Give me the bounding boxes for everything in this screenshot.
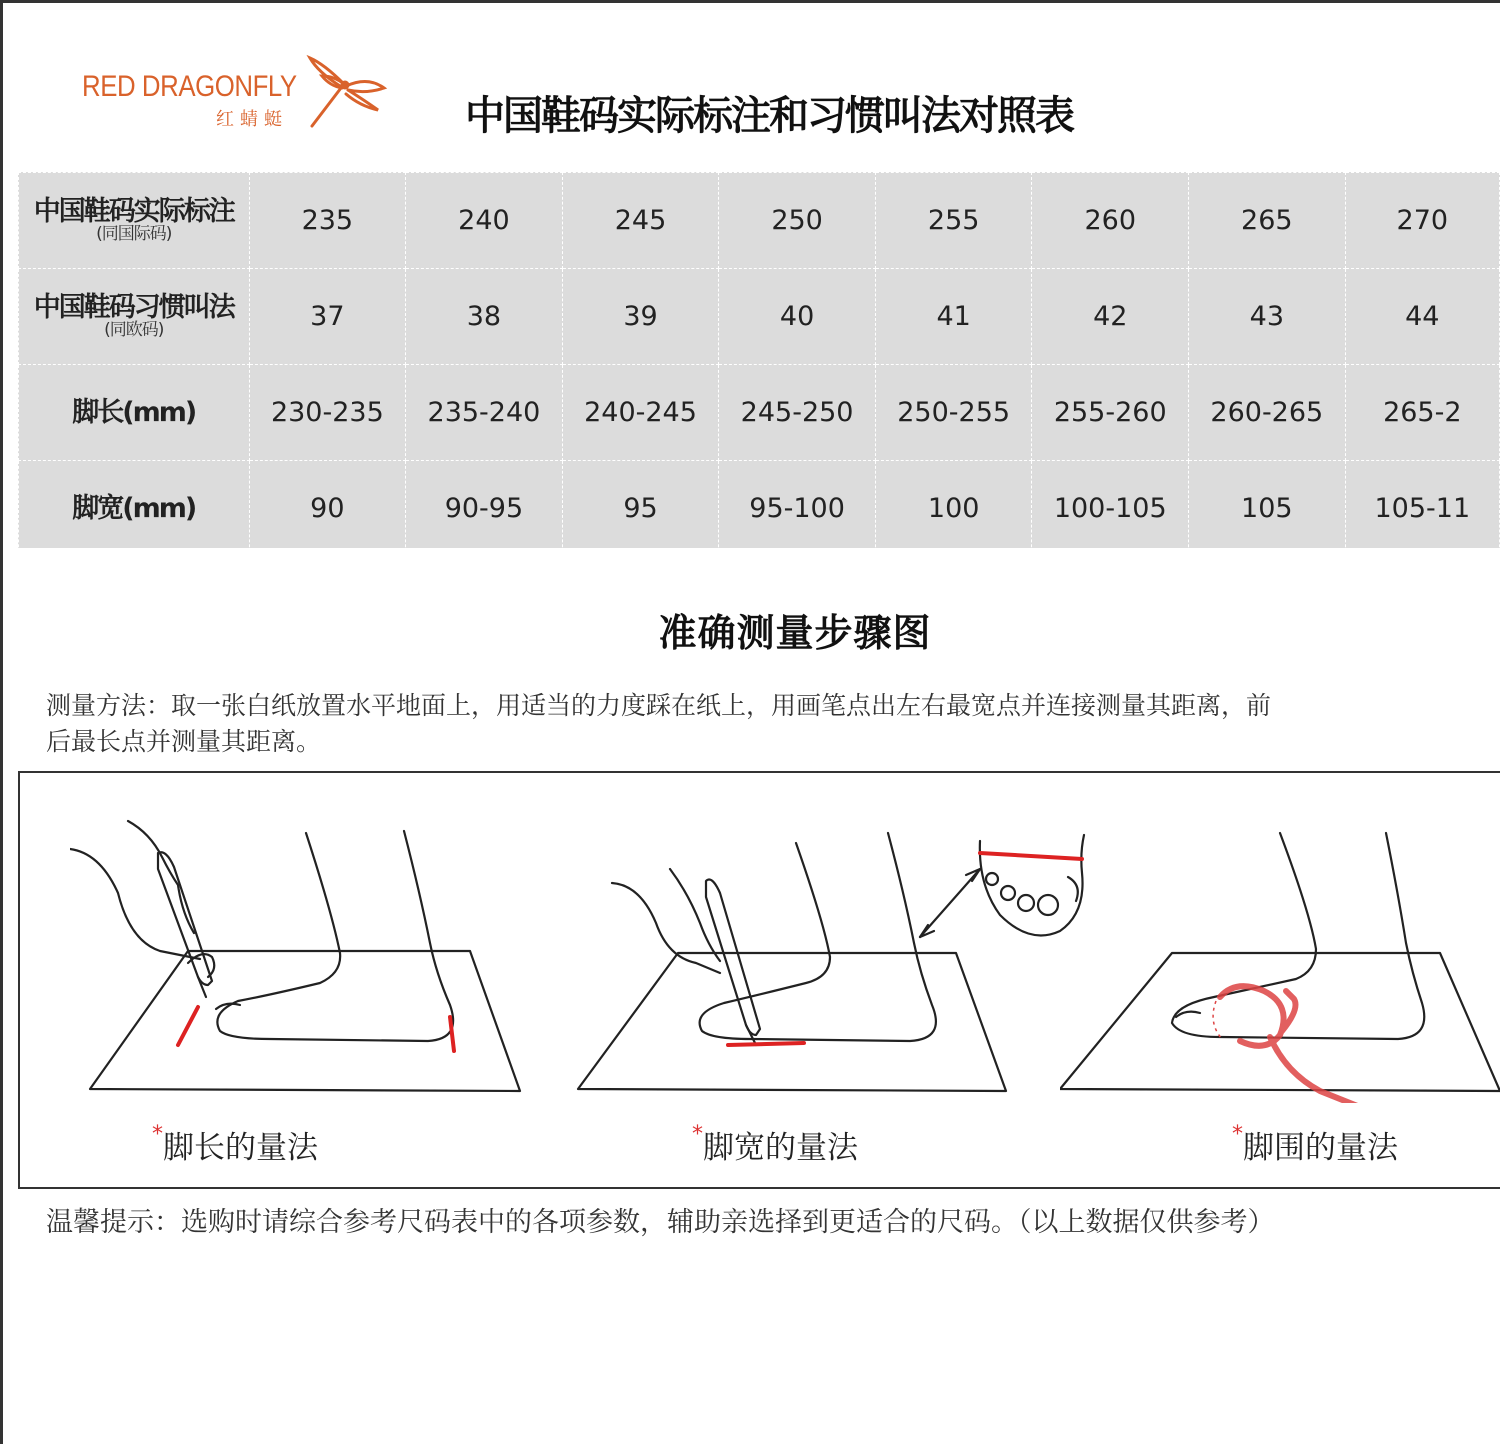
row-header-label: 中国鞋码实际标注 xyxy=(33,195,234,227)
table-cell: 245-250 xyxy=(719,365,876,461)
table-row xyxy=(19,173,1500,269)
foot-girth-illustration xyxy=(1060,773,1500,1103)
table-cell: 100 xyxy=(875,461,1032,549)
table-cell: 265-2 xyxy=(1345,365,1499,461)
table-cell: 105 xyxy=(1189,461,1346,549)
table-cell: 260-265 xyxy=(1189,365,1346,461)
table-cell: 41 xyxy=(875,269,1032,365)
caption-foot-girth xyxy=(1232,1122,1398,1167)
caption-text: 脚长的量法 xyxy=(163,1130,318,1166)
row-header xyxy=(19,173,250,269)
table-cell: 43 xyxy=(1189,269,1346,365)
row-header-sublabel: (同欧码) xyxy=(104,319,164,340)
row-header xyxy=(19,269,250,365)
foot-width-illustration xyxy=(560,773,1120,1103)
row-header-sublabel: (同国际码) xyxy=(96,223,172,244)
caption-text: 脚宽的量法 xyxy=(703,1130,858,1166)
page-border-top xyxy=(0,0,1500,3)
table-cell: 255-260 xyxy=(1032,365,1189,461)
row-header xyxy=(19,365,250,461)
table-cell: 39 xyxy=(562,269,719,365)
table-cell: 240 xyxy=(406,173,563,269)
table-cell: 105-11 xyxy=(1345,461,1499,549)
table-cell: 240-245 xyxy=(562,365,719,461)
size-comparison-table xyxy=(18,172,1500,548)
caption-star: * xyxy=(152,1122,163,1147)
table-cell: 42 xyxy=(1032,269,1189,365)
brand-logo xyxy=(82,60,392,138)
method-line-2: 后最长点并测量其距离。 xyxy=(46,727,322,756)
brand-name-cn: 红蜻蜓 xyxy=(216,109,288,130)
row-header-label: 脚长(mm) xyxy=(72,396,196,428)
caption-star: * xyxy=(692,1122,703,1147)
caption-star: * xyxy=(1232,1122,1243,1147)
caption-text: 脚围的量法 xyxy=(1243,1130,1398,1166)
method-line-1: 测量方法：取一张白纸放置水平地面上，用适当的力度踩在纸上，用画笔点出左右最宽点并连接测量其距离，前 xyxy=(46,691,1272,720)
table-cell: 90-95 xyxy=(406,461,563,549)
page-border-left xyxy=(0,0,3,1444)
table-row xyxy=(19,365,1500,461)
table-row xyxy=(19,269,1500,365)
row-header xyxy=(19,461,250,549)
table-cell: 37 xyxy=(249,269,406,365)
row-header-label: 脚宽(mm) xyxy=(72,492,196,524)
dragonfly-icon xyxy=(304,54,394,134)
table-cell: 235-240 xyxy=(406,365,563,461)
foot-length-illustration xyxy=(70,773,550,1103)
table-cell: 44 xyxy=(1345,269,1499,365)
measure-method-text xyxy=(46,688,1500,760)
table-cell: 230-235 xyxy=(249,365,406,461)
table-cell: 250 xyxy=(719,173,876,269)
table-cell: 250-255 xyxy=(875,365,1032,461)
table-cell: 235 xyxy=(249,173,406,269)
table-cell: 38 xyxy=(406,269,563,365)
tip-text: 温馨提示：选购时请综合参考尺码表中的各项参数，辅助亲选择到更适合的尺码。（以上数据仅供参考） xyxy=(46,1207,1275,1238)
page-title: 中国鞋码实际标注和习惯叫法对照表 xyxy=(465,93,1073,139)
table-cell: 265 xyxy=(1189,173,1346,269)
caption-foot-length xyxy=(152,1122,318,1167)
table-cell: 270 xyxy=(1345,173,1499,269)
table-cell: 245 xyxy=(562,173,719,269)
table-row xyxy=(19,461,1500,549)
table-cell: 40 xyxy=(719,269,876,365)
row-header-label: 中国鞋码习惯叫法 xyxy=(33,291,234,323)
caption-foot-width xyxy=(692,1122,858,1167)
table-cell: 95 xyxy=(562,461,719,549)
brand-name-en: RED DRAGONFLY xyxy=(82,70,297,103)
section-title: 准确测量步骤图 xyxy=(658,611,932,655)
table-cell: 255 xyxy=(875,173,1032,269)
table-cell: 90 xyxy=(249,461,406,549)
table-cell: 100-105 xyxy=(1032,461,1189,549)
table-cell: 260 xyxy=(1032,173,1189,269)
table-cell: 95-100 xyxy=(719,461,876,549)
